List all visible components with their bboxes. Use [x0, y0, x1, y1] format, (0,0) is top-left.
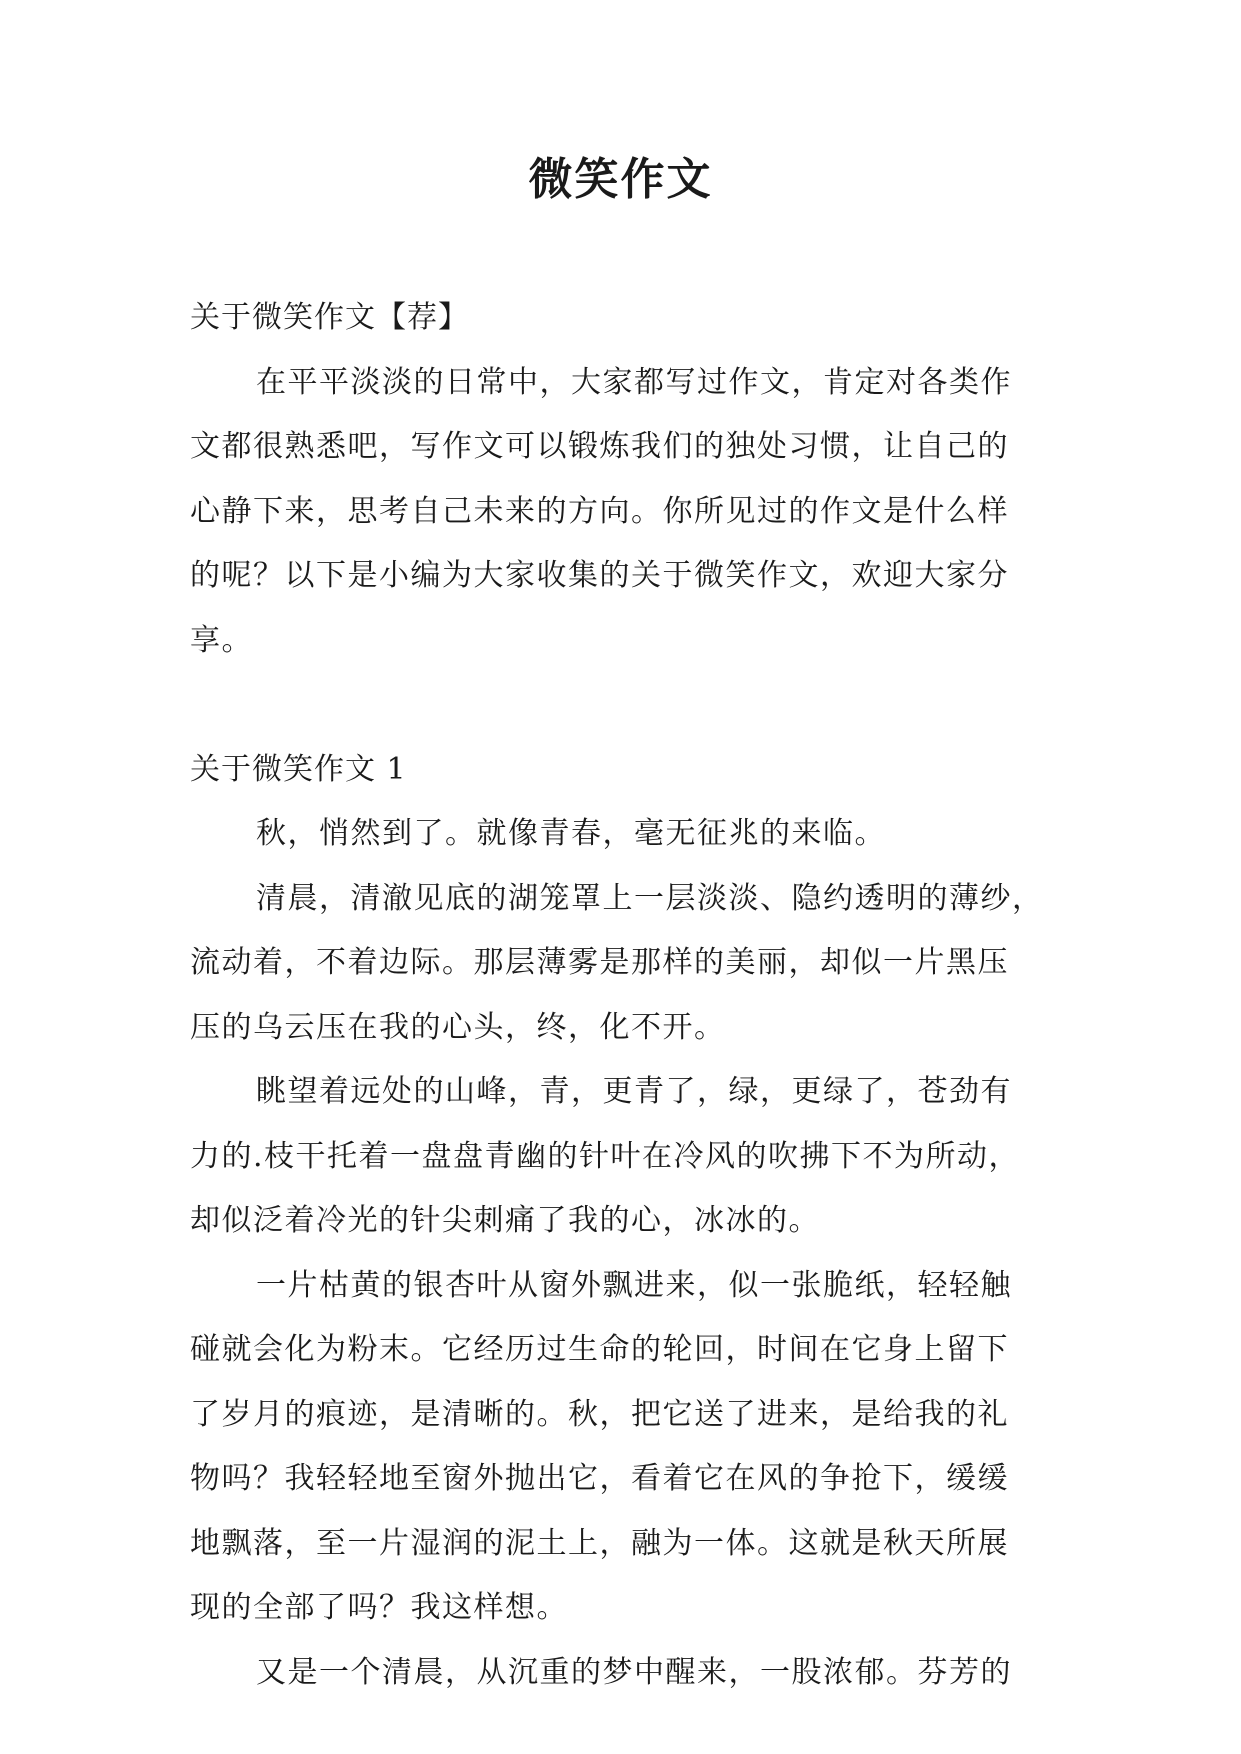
- paragraph-line: 一片枯黄的银杏叶从窗外飘进来，似一张脆纸，轻轻触: [256, 1267, 1012, 1303]
- section-spacer: [190, 673, 1050, 738]
- document-body: [190, 286, 1050, 1705]
- paragraph-line: 现的全部了吗？我这样想。: [190, 1590, 568, 1625]
- section-heading-intro: 关于微笑作文【荐】: [190, 300, 469, 335]
- paragraph-line: 了岁月的痕迹，是清晰的。秋，把它送了进来，是给我的礼: [190, 1396, 1009, 1432]
- paragraph-line: 碰就会化为粉末。它经历过生命的轮回，时间在它身上留下: [190, 1332, 1009, 1367]
- paragraph-line: 清晨，清澈见底的湖笼罩上一层淡淡、隐约透明的薄纱，: [256, 880, 1044, 916]
- paragraph-line: 又是一个清晨，从沉重的梦中醒来，一股浓郁。芬芳的: [256, 1654, 1012, 1690]
- paragraph-line: 心静下来，思考自己未来的方向。你所见过的作文是什么样: [190, 493, 1009, 529]
- section-heading-1: 关于微笑作文 1: [190, 751, 407, 787]
- paragraph-line: 物吗？我轻轻地至窗外抛出它，看着它在风的争抢下，缓缓: [190, 1461, 1009, 1496]
- paragraph-line: 力的.枝干托着一盘盘青幽的针叶在冷风的吹拂下不为所动，: [190, 1138, 1021, 1174]
- paragraph-line: 秋，悄然到了。就像青春，毫无征兆的来临。: [256, 816, 886, 851]
- paragraph-line: 压的乌云压在我的心头，终，化不开。: [190, 1009, 726, 1045]
- paragraph-line: 的呢？以下是小编为大家收集的关于微笑作文，欢迎大家分: [190, 558, 1009, 593]
- paragraph-line: 流动着，不着边际。那层薄雾是那样的美丽，却似一片黑压: [190, 945, 1009, 980]
- paragraph-line: 眺望着远处的山峰，青，更青了，绿，更绿了，苍劲有: [256, 1074, 1012, 1109]
- paragraph-line: 文都很熟悉吧，写作文可以锻炼我们的独处习惯，让自己的: [190, 429, 1009, 464]
- paragraph-line: 地飘落，至一片湿润的泥土上，融为一体。这就是秋天所展: [190, 1525, 1009, 1561]
- document-title: 微笑作文: [528, 154, 713, 205]
- paragraph-line: 却似泛着冷光的针尖刺痛了我的心，冰冰的。: [190, 1203, 820, 1238]
- paragraph-line: 享。: [190, 622, 253, 658]
- paragraph-line: 在平平淡淡的日常中，大家都写过作文，肯定对各类作: [256, 364, 1012, 400]
